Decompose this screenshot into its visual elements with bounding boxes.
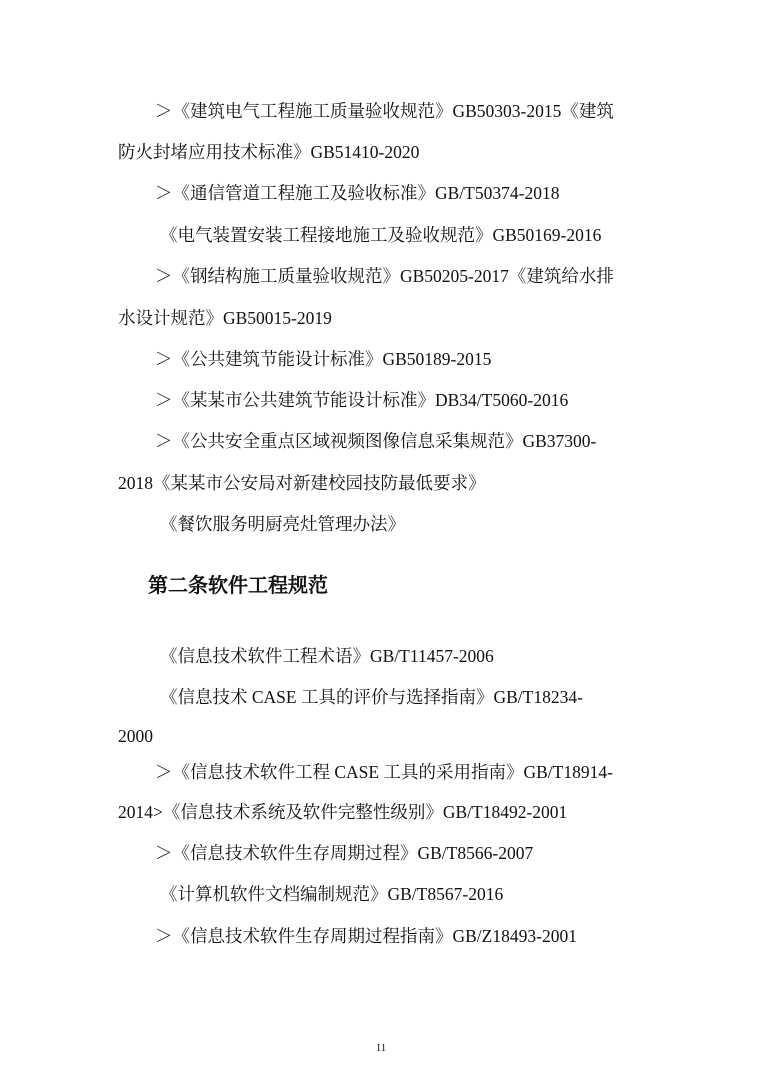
text-line: ＞《信息技术软件工程 CASE 工具的采用指南》GB/T18914- <box>155 762 613 782</box>
text-line: ＞《建筑电气工程施工质量验收规范》GB50303-2015《建筑 <box>155 101 614 121</box>
text-line: ＞《信息技术软件生存周期过程》GB/T8566-2007 <box>155 843 534 863</box>
text-line: ＞《通信管道工程施工及验收标准》GB/T50374-2018 <box>155 183 560 203</box>
text-line: ＞《信息技术软件生存周期过程指南》GB/Z18493-2001 <box>155 926 577 946</box>
text-line: ＞《某某市公共建筑节能设计标准》DB34/T5060-2016 <box>155 390 569 410</box>
text-line: 《餐饮服务明厨亮灶管理办法》 <box>160 514 405 534</box>
text-line: 《计算机软件文档编制规范》GB/T8567-2016 <box>160 884 504 904</box>
text-line: 《电气装置安装工程接地施工及验收规范》GB50169-2016 <box>160 225 602 245</box>
text-line: 《信息技术软件工程术语》GB/T11457-2006 <box>160 646 494 666</box>
text-line: 防火封堵应用技术标准》GB51410-2020 <box>118 142 420 162</box>
text-line: ＞《钢结构施工质量验收规范》GB50205-2017《建筑给水排 <box>155 266 614 286</box>
page-number: 11 <box>375 1042 387 1054</box>
text-line: ＞《公共建筑节能设计标准》GB50189-2015 <box>155 349 492 369</box>
text-line: 2000 <box>118 726 153 746</box>
text-line: 2018《某某市公安局对新建校园技防最低要求》 <box>118 473 486 493</box>
text-line: 水设计规范》GB50015-2019 <box>118 308 332 328</box>
text-line: 《信息技术 CASE 工具的评价与选择指南》GB/T18234- <box>160 687 583 707</box>
text-line: ＞《公共安全重点区域视频图像信息采集规范》GB37300- <box>155 431 597 451</box>
section-heading: 第二条软件工程规范 <box>148 573 328 597</box>
text-line: 2014>《信息技术系统及软件完整性级别》GB/T18492-2001 <box>118 802 568 822</box>
